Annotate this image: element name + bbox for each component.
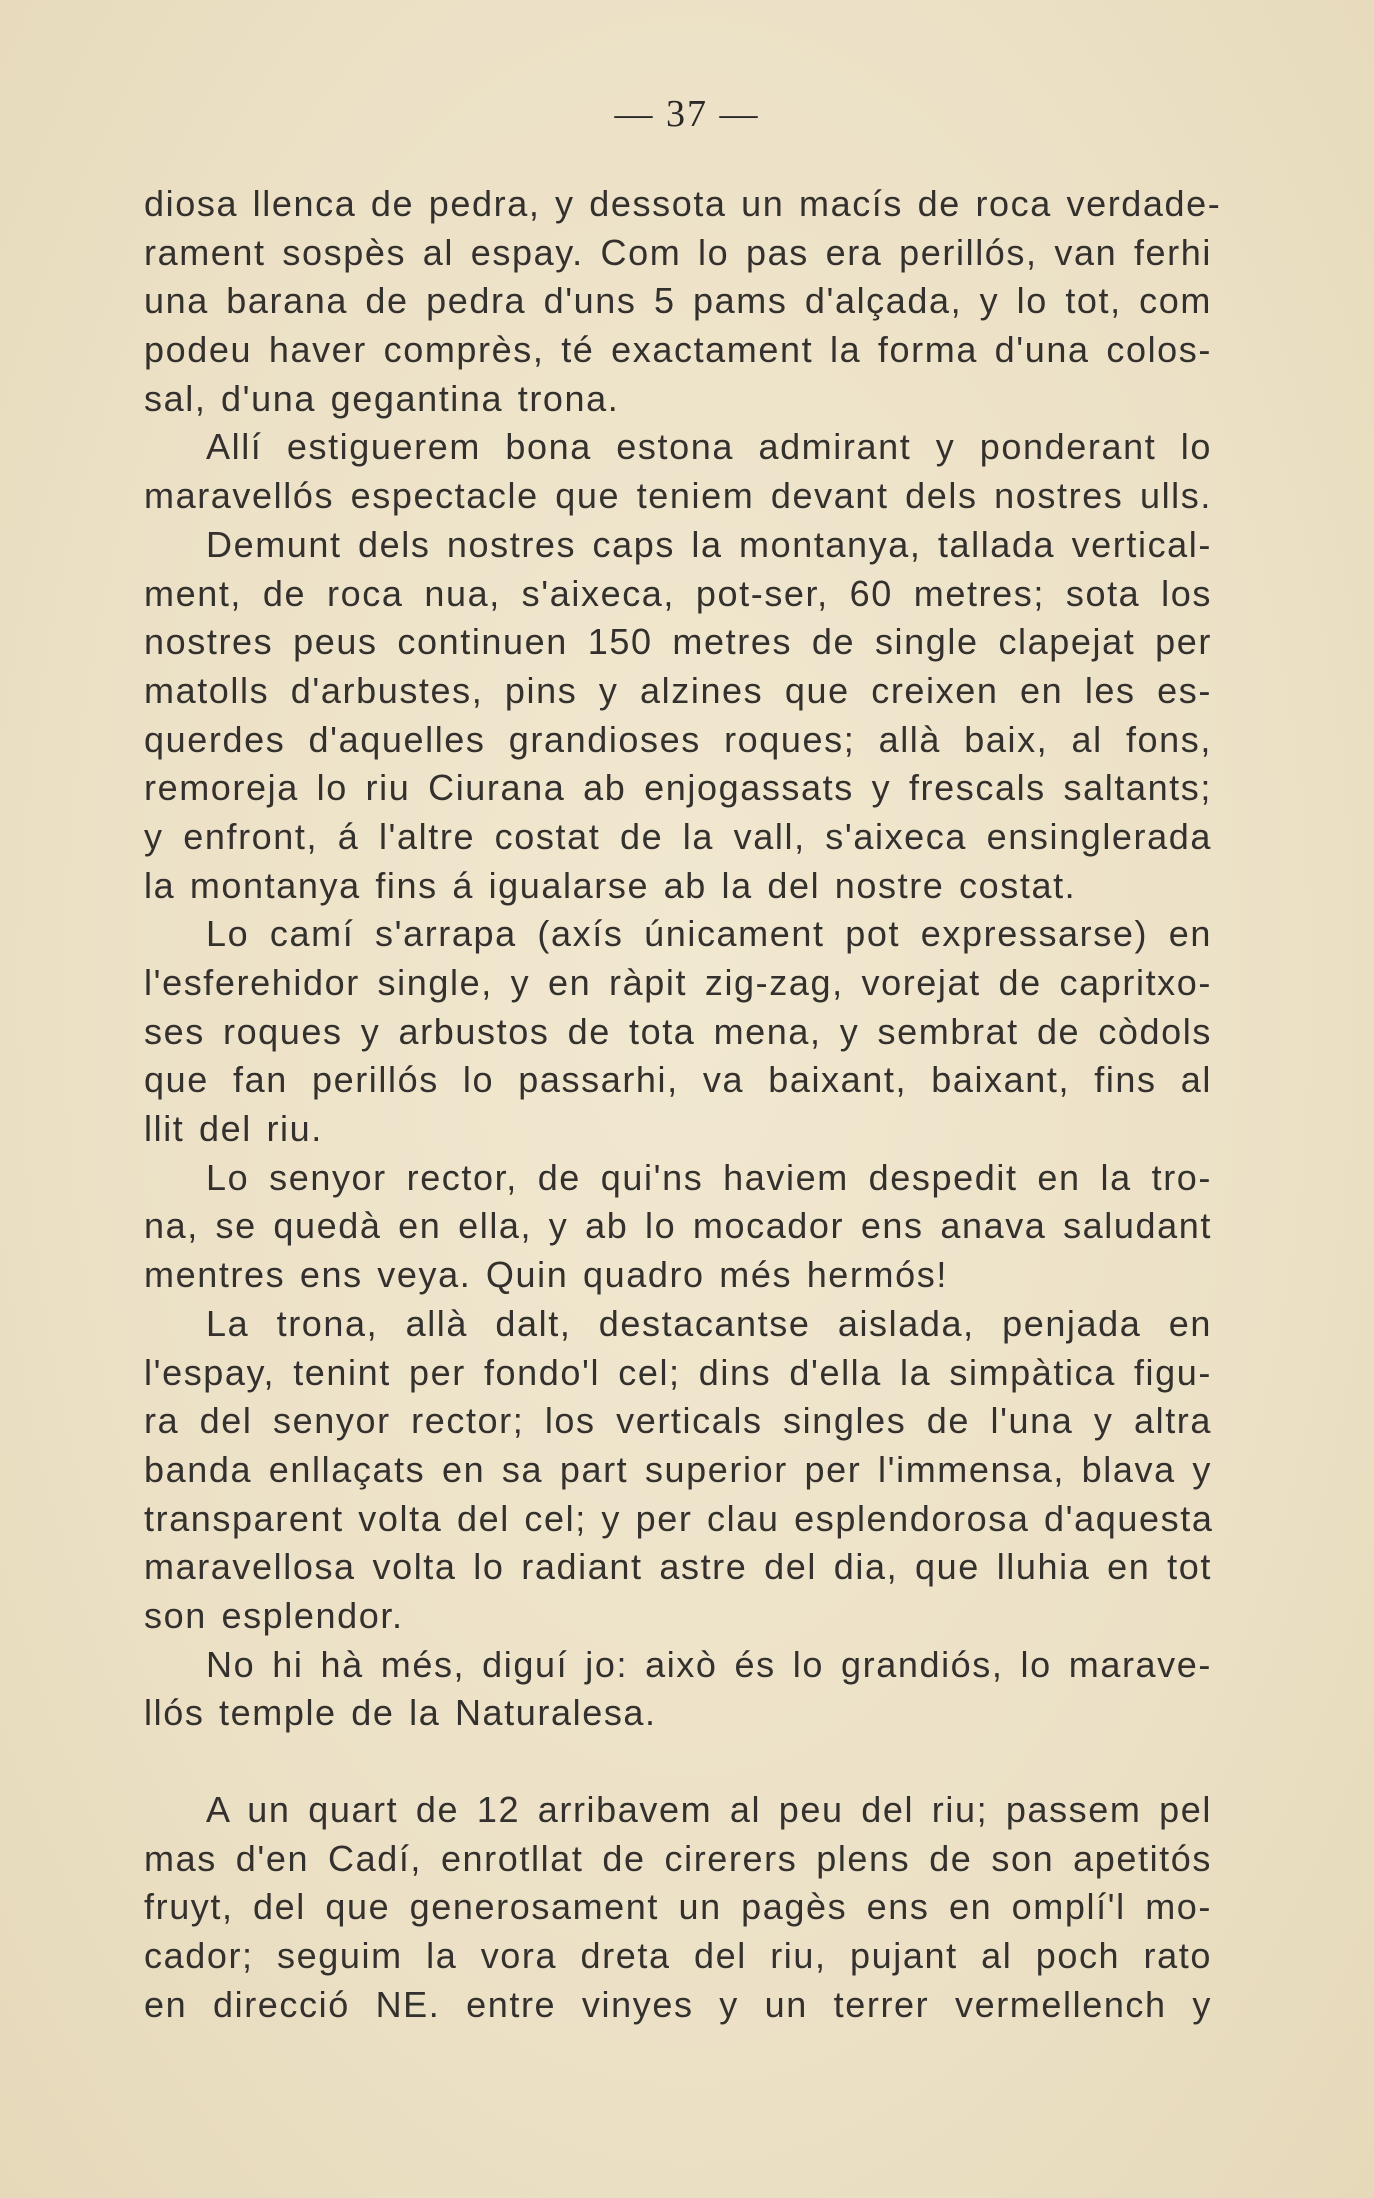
paragraph — [144, 1300, 1212, 1641]
text-line: la montanya fins á igualarse ab la del nostre costat. — [144, 864, 1077, 906]
text-line: en direcció NE. entre vinyes y un terrer vermellench y — [144, 1983, 1212, 2025]
text-line: mentres ens veya. Quin quadro més hermós! — [144, 1254, 948, 1296]
text-line: na, se quedà en ella, y ab lo mocador ens anava saludant — [144, 1205, 1212, 1247]
page-number: — 37 — — [614, 93, 760, 135]
text-line: llós temple de la Naturalesa. — [144, 1692, 657, 1734]
text-line: l'esferehidor single, y en ràpit zig-zag, vorejat de capritxo- — [144, 962, 1212, 1003]
text-line: una barana de pedra d'uns 5 pams d'alçada, y lo tot, com — [144, 280, 1212, 322]
text-line: querdes d'aquelles grandioses roques; allà baix, al fons, — [144, 718, 1212, 760]
text-line: banda enllaçats en sa part superior per l'immensa, blava y — [144, 1448, 1212, 1490]
text-line: que fan perillós lo passarhi, va baixant, baixant, fins al — [144, 1059, 1212, 1101]
text-line: maravellosa volta lo radiant astre del dia, que lluhia en tot — [144, 1546, 1212, 1588]
text-line: fruyt, del que generosament un pagès ens en omplí'l mo- — [144, 1886, 1212, 1928]
text-line: maravellós espectacle que teniem devant dels nostres ulls. — [144, 475, 1212, 517]
text-line: nostres peus continuen 150 metres de single clapejat per — [144, 621, 1212, 663]
text-line: matolls d'arbustes, pins y alzines que creixen en les es- — [144, 669, 1212, 711]
text-line: cador; seguim la vora dreta del riu, pujant al poch rato — [144, 1935, 1212, 1977]
text-line: podeu haver comprès, té exactament la forma d'una colos- — [144, 329, 1212, 371]
paragraph — [144, 1786, 1212, 2029]
text-line: remoreja lo riu Ciurana ab enjogassats y frescals saltants; — [144, 767, 1212, 809]
section-break — [144, 1738, 1212, 1786]
text-line: ment, de roca nua, s'aixeca, pot-ser, 60 metres; sota los — [144, 572, 1212, 614]
paragraph — [144, 1154, 1212, 1300]
text-line: transparent volta del cel; y per clau esplendorosa d'aquesta — [144, 1497, 1214, 1539]
text-line: sal, d'una gegantina trona. — [144, 377, 620, 419]
text-line: rament sospès al espay. Com lo pas era perillós, van ferhi — [144, 231, 1212, 273]
text-line: La trona, allà dalt, destacantse aislada, penjada en — [206, 1302, 1212, 1344]
text-line: Demunt dels nostres caps la montanya, tallada vertical- — [206, 523, 1212, 565]
text-line: Allí estiguerem bona estona admirant y ponderant lo — [206, 426, 1212, 468]
text-line: Lo camí s'arrapa (axís únicament pot expressarse) en — [206, 913, 1212, 955]
text-line: Lo senyor rector, de qui'ns haviem despedit en la tro- — [206, 1156, 1212, 1198]
paragraph — [144, 180, 1222, 423]
paragraph — [144, 521, 1212, 911]
paragraph — [144, 423, 1212, 520]
text-line: No hi hà més, diguí jo: això és lo grandiós, lo marave- — [206, 1643, 1212, 1685]
paragraph — [144, 1641, 1212, 1738]
paragraph — [144, 910, 1212, 1153]
text-line: y enfront, á l'altre costat de la vall, s'aixeca ensinglerada — [144, 815, 1212, 857]
text-line: ra del senyor rector; los verticals singles de l'una y altra — [144, 1400, 1212, 1442]
text-line: l'espay, tenint per fondo'l cel; dins d'ella la simpàtica figu- — [144, 1351, 1212, 1393]
text-line: A un quart de 12 arribavem al peu del riu; passem pel — [206, 1789, 1212, 1830]
text-line: ses roques y arbustos de tota mena, y sembrat de còdols — [144, 1010, 1212, 1052]
body-text — [144, 180, 1222, 2029]
text-line: diosa llenca de pedra, y dessota un macís de roca verdade- — [144, 183, 1222, 224]
text-line: son esplendor. — [144, 1594, 404, 1636]
text-line: mas d'en Cadí, enrotllat de cirerers plens de son apetitós — [144, 1837, 1212, 1879]
text-line: llit del riu. — [144, 1108, 323, 1150]
